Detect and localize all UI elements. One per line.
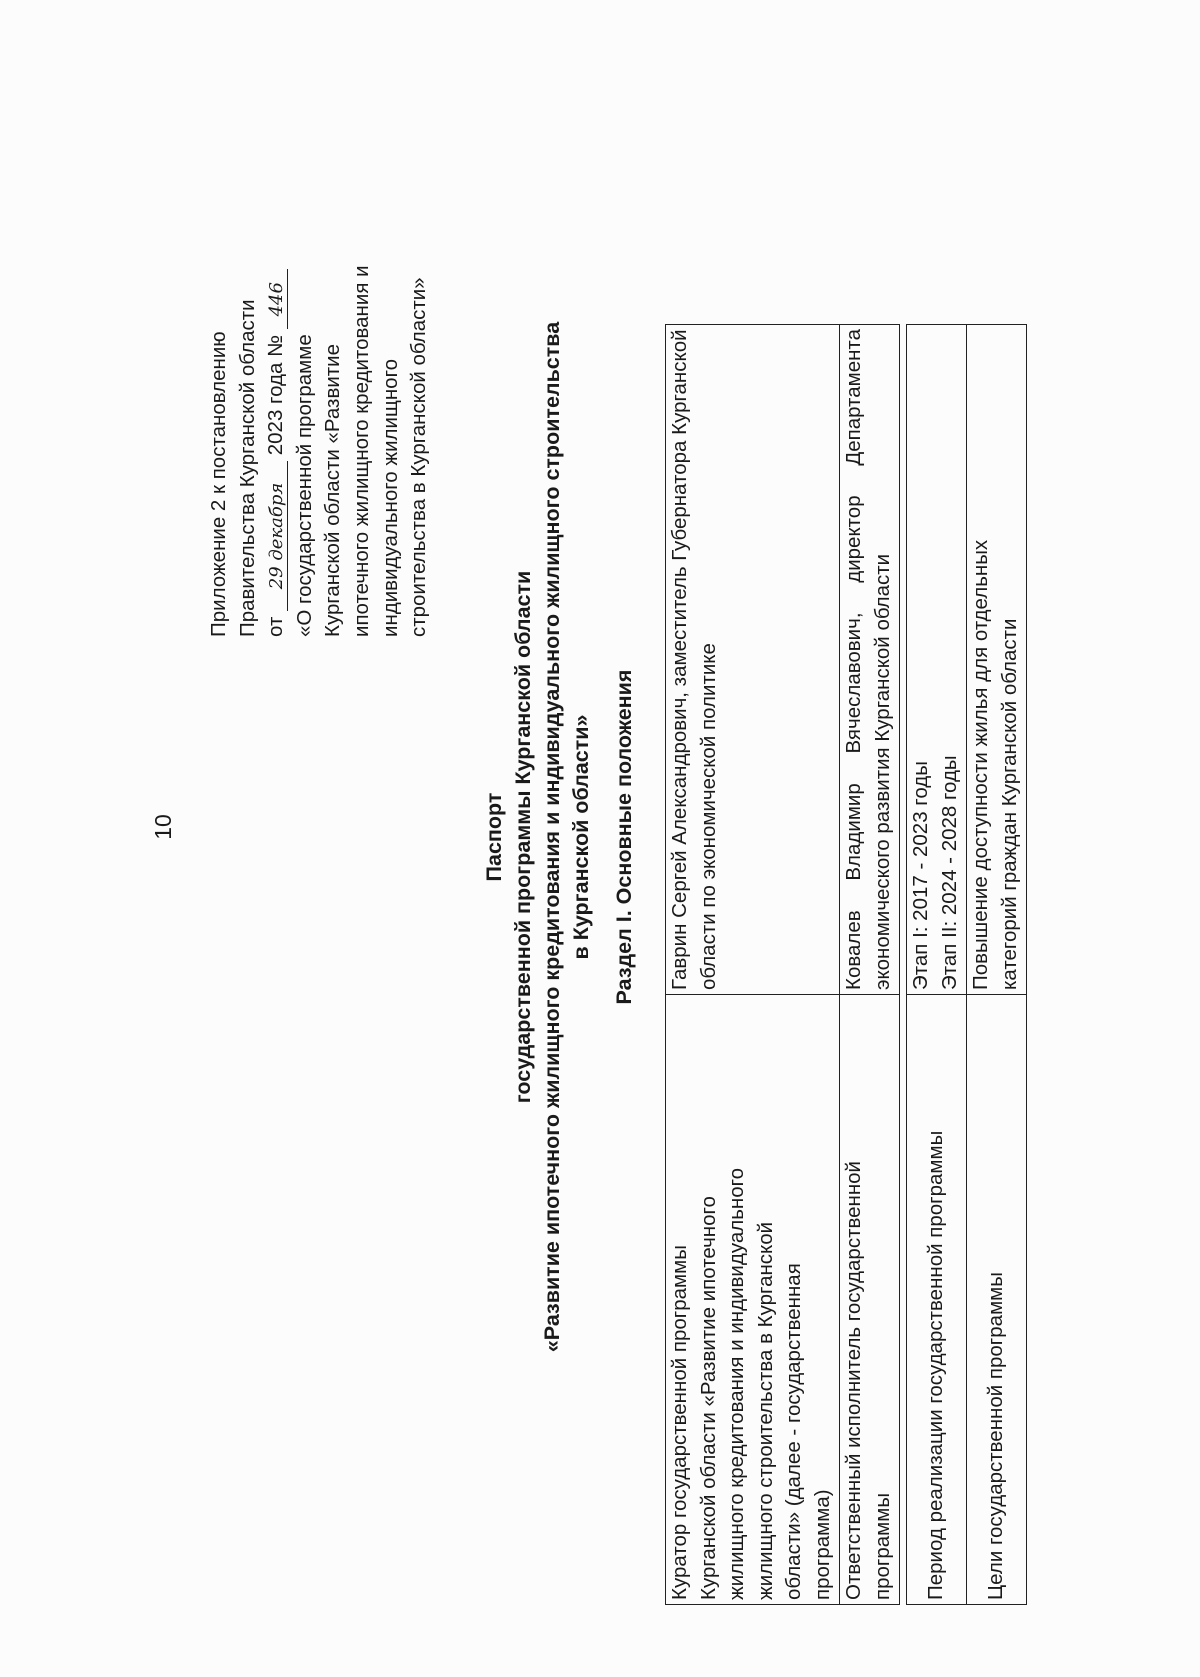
table-row-period bbox=[907, 325, 967, 1605]
title-line-3: «Развитие ипотечного жилищного кредитования и индивидуального жилищного строительства bbox=[540, 321, 564, 1353]
curator-value bbox=[666, 325, 840, 995]
period-label: Период реализации государственной программы bbox=[907, 995, 967, 1605]
table-row-goals bbox=[967, 325, 1027, 1605]
title-line-2: государственной программы Курганской области bbox=[511, 570, 535, 1104]
appendix-line-8: строительства в Курганской области» bbox=[407, 277, 431, 637]
appendix-line-7: индивидуального жилищного bbox=[378, 359, 402, 637]
executor-label bbox=[840, 995, 900, 1605]
passport-table-main bbox=[665, 324, 900, 1605]
executor-value-line: Ковалев Владимир Вячеславович, директор Департамента bbox=[842, 329, 865, 990]
curator-label-line: Курганской области «Развитие ипотечного bbox=[696, 1196, 720, 1600]
goals-value-line: категорий граждан Курганской области bbox=[997, 618, 1021, 990]
curator-label-line: жилищного кредитования и индивидуального bbox=[725, 1167, 748, 1600]
title-line-1: Паспорт bbox=[482, 792, 506, 882]
table-row-curator bbox=[666, 325, 840, 1605]
appendix-line-2: Правительства Курганской области bbox=[235, 299, 259, 637]
executor-label-line: программы bbox=[870, 1492, 894, 1600]
goals-label: Цели государственной программы bbox=[967, 995, 1027, 1605]
executor-value-line: экономического развития Курганской области bbox=[870, 553, 894, 990]
handwritten-date: 29 декабря bbox=[267, 461, 288, 611]
executor-value bbox=[840, 325, 900, 995]
appendix-header bbox=[205, 112, 434, 637]
appendix-line-3 bbox=[262, 112, 291, 637]
period-value-line: Этап II: 2024 - 2028 годы bbox=[937, 755, 961, 990]
title-line-4: в Курганской области» bbox=[569, 714, 593, 960]
document-title bbox=[480, 137, 596, 1537]
period-value bbox=[907, 325, 967, 995]
executor-label-line: Ответственный исполнитель государственной bbox=[842, 1160, 865, 1600]
appendix-line-5: Курганской области «Развитие bbox=[321, 343, 345, 637]
curator-label-line: программа) bbox=[810, 1489, 834, 1600]
appendix-line-1: Приложение 2 к постановлению bbox=[207, 331, 230, 637]
appendix-date-prefix: от bbox=[264, 616, 288, 637]
handwritten-number: 446 bbox=[267, 269, 288, 329]
curator-label-line: Куратор государственной программы bbox=[668, 1245, 691, 1600]
table-row-executor bbox=[840, 325, 900, 1605]
period-value-line: Этап I: 2017 - 2023 годы bbox=[909, 761, 932, 990]
goals-value-line: Повышение доступности жилья для отдельных bbox=[969, 539, 992, 990]
curator-label bbox=[666, 995, 840, 1605]
section-title: Раздел I. Основные положения bbox=[612, 669, 636, 1005]
curator-label-line: области» (далее - государственная bbox=[782, 1263, 805, 1600]
appendix-line-6: ипотечного жилищного кредитования и bbox=[349, 265, 373, 637]
goals-value bbox=[967, 325, 1027, 995]
appendix-date-middle: 2023 года № bbox=[264, 334, 288, 456]
appendix-line-4: «О государственной программе bbox=[292, 334, 316, 637]
curator-label-line: жилищного строительства в Курганской bbox=[753, 1221, 777, 1600]
curator-value-line: Гаврин Сергей Александрович, заместитель Губернатора Курганской bbox=[668, 329, 691, 990]
curator-value-line: области по экономической политике bbox=[696, 643, 720, 990]
page-number: 10 bbox=[150, 814, 176, 840]
passport-table-period-goals bbox=[906, 324, 1027, 1605]
